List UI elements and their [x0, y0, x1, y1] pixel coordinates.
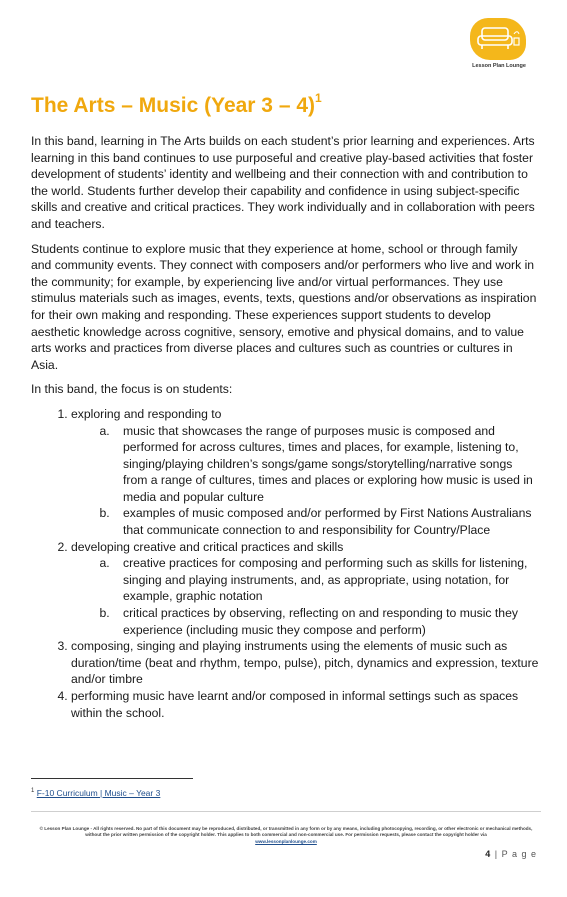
list-item: [71, 406, 539, 539]
sub-list-item: b. examples of music composed and/or performed by First Nations Australians that communicate connection to and responsibility for Country/Place: [113, 505, 539, 538]
page-title-text: The Arts – Music (Year 3 – 4): [31, 94, 316, 117]
copyright-notice: [31, 826, 541, 845]
sub-list-item: b. critical practices by observing, reflecting on and responding to music they experience (including music they compose and perform): [113, 605, 539, 638]
logo-text: Lesson Plan Lounge: [472, 63, 526, 69]
curriculum-link[interactable]: F-10 Curriculum | Music – Year 3: [36, 788, 161, 798]
copyright-text: © Lesson Plan Lounge - All rights reserved. No part of this document may be reproduced, distributed, or transmitted in any form or by any means, including photocopying, recording, or other electronic or mechanical methods, without the prior written permission of the copyright holder. This applies to both commercial and non-commercial use. For permission requests, please contact the copyright holder via: [39, 826, 533, 838]
list-item-text: developing creative and critical practices and skills: [71, 539, 344, 554]
sub-list-item: a. creative practices for composing and performing such as skills for listening, singing and playing instruments, and, as appropriate, using notation, for example, graphic notation: [113, 555, 539, 605]
footnote-separator: [31, 778, 193, 779]
focus-list: [31, 406, 539, 721]
lesson-plan-lounge-logo: [466, 16, 530, 74]
page-number-value: 4: [485, 849, 492, 859]
list-item: [71, 688, 539, 721]
page-label: | P a g e: [494, 849, 537, 859]
list-item: [71, 539, 539, 639]
list-item: [71, 638, 539, 688]
list-item-text: exploring and responding to: [71, 406, 222, 421]
title-footnote-marker: 1: [315, 91, 322, 105]
website-link[interactable]: www.lessonplanlounge.com: [255, 838, 317, 844]
page-number: [485, 849, 537, 859]
footnote: [31, 788, 160, 798]
footer-divider: [31, 811, 541, 812]
main-content: [31, 133, 539, 721]
list-item-text: performing music have learnt and/or composed in informal settings such as spaces within the school.: [71, 689, 519, 720]
paragraph-intro: In this band, learning in The Arts builds on each student’s prior learning and experiences. Arts learning in this band continues to use purposeful and creative play-based activities that foster development of students’ identity and wellbeing and their connection with and contribution to the world. Students further develop their capability and confidence in using subject-specific skills and creative and critical practices. They work individually and in collaboration with peers and teachers.: [31, 134, 535, 231]
page-title: [31, 93, 322, 118]
sub-list: [71, 555, 539, 638]
footnote-marker: 1: [31, 788, 35, 795]
sofa-icon: [474, 24, 522, 56]
focus-intro: In this band, the focus is on students:: [31, 382, 233, 397]
paragraph-students: Students continue to explore music that they experience at home, school or through family and community events. They connect with composers and/or performers who live and work in the community; for example, by experiencing live and/or virtual performances. They use stimulus materials such as images, events, texts, questions and/or observations as inspiration for their own making and responding. These experiences support students to develop aesthetic knowledge across cognitive, sensory, emotive and physical domains, and to value arts works and practices from diverse places and cultures such as countries or cultures in Asia.: [31, 241, 537, 372]
sub-list: [71, 423, 539, 539]
sub-list-item: a. music that showcases the range of purposes music is composed and performed for across cultures, times and places, for example, listening to, singing/playing children’s songs/game songs/storytelling/narrative songs from a range of cultures, times and places or exploring how music is used in media and popular culture: [113, 423, 539, 506]
list-item-text: composing, singing and playing instruments using the elements of music such as duration/time (beat and rhythm, tempo, pulse), pitch, dynamics and expression, texture and/or timbre: [71, 639, 539, 687]
